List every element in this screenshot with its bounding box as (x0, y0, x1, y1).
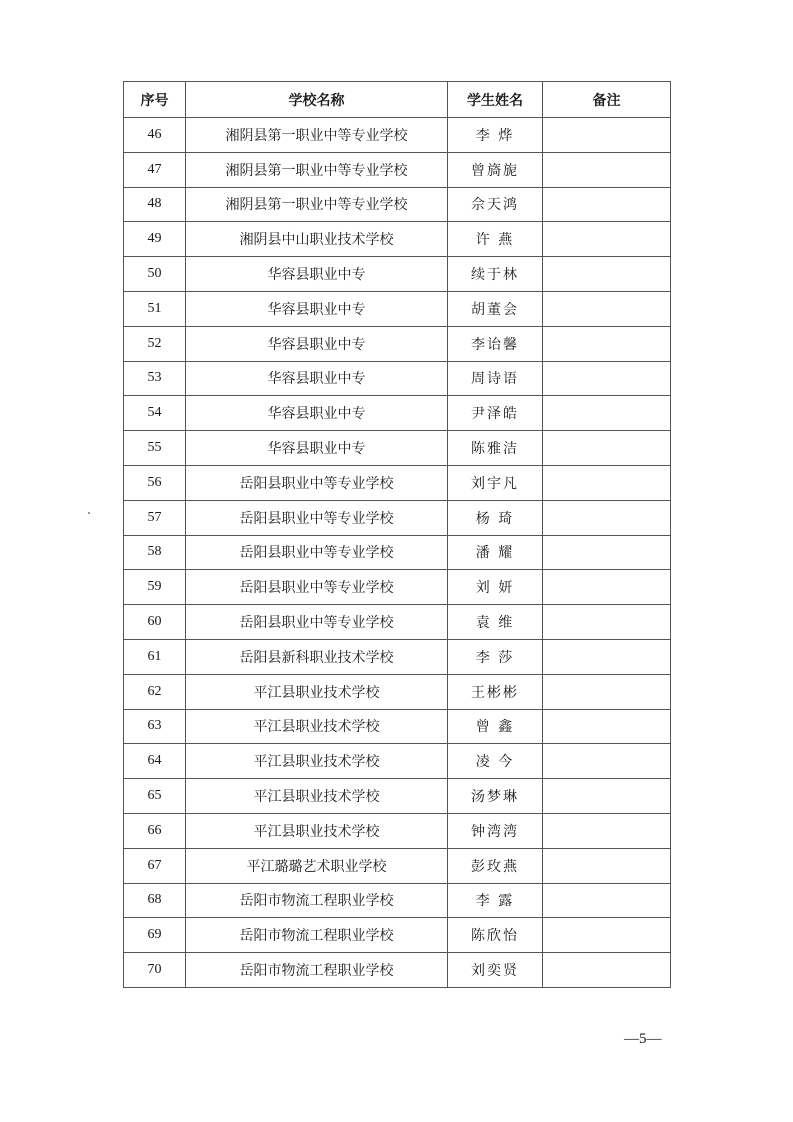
cell-remark (543, 848, 671, 883)
cell-remark (543, 813, 671, 848)
cell-student-name: 陈欣怡 (448, 918, 543, 953)
table-row (124, 326, 671, 361)
cell-student-name: 曾 鑫 (448, 709, 543, 744)
cell-remark (543, 465, 671, 500)
header-index: 序号 (124, 82, 186, 118)
cell-student-name: 彭玫燕 (448, 848, 543, 883)
cell-index: 48 (124, 187, 186, 222)
cell-student-name: 杨 琦 (448, 500, 543, 535)
cell-student-name: 潘 耀 (448, 535, 543, 570)
cell-student-name: 袁 维 (448, 605, 543, 640)
cell-remark (543, 326, 671, 361)
table-row (124, 639, 671, 674)
cell-remark (543, 918, 671, 953)
cell-school-name: 岳阳县职业中等专业学校 (186, 500, 448, 535)
cell-school-name: 华容县职业中专 (186, 431, 448, 466)
cell-student-name: 胡董会 (448, 291, 543, 326)
table-row (124, 883, 671, 918)
cell-school-name: 岳阳县职业中等专业学校 (186, 535, 448, 570)
table-row (124, 152, 671, 187)
table-row (124, 605, 671, 640)
cell-remark (543, 361, 671, 396)
table-row (124, 744, 671, 779)
cell-index: 67 (124, 848, 186, 883)
cell-student-name: 陈雅洁 (448, 431, 543, 466)
cell-remark (543, 535, 671, 570)
table-row (124, 222, 671, 257)
table-row (124, 779, 671, 814)
cell-index: 50 (124, 257, 186, 292)
cell-index: 69 (124, 918, 186, 953)
cell-school-name: 岳阳县职业中等专业学校 (186, 605, 448, 640)
cell-school-name: 岳阳县新科职业技术学校 (186, 639, 448, 674)
cell-remark (543, 779, 671, 814)
table-row (124, 465, 671, 500)
cell-remark (543, 883, 671, 918)
cell-remark (543, 500, 671, 535)
cell-index: 64 (124, 744, 186, 779)
student-list-table (123, 81, 671, 988)
table-row (124, 396, 671, 431)
cell-school-name: 平江县职业技术学校 (186, 709, 448, 744)
cell-student-name: 刘奕贤 (448, 953, 543, 988)
cell-index: 52 (124, 326, 186, 361)
page-number: —5— (624, 1031, 662, 1047)
cell-school-name: 岳阳县职业中等专业学校 (186, 570, 448, 605)
cell-student-name: 李 露 (448, 883, 543, 918)
table-row (124, 257, 671, 292)
cell-student-name: 刘宇凡 (448, 465, 543, 500)
cell-remark (543, 570, 671, 605)
cell-student-name: 周诗语 (448, 361, 543, 396)
cell-school-name: 华容县职业中专 (186, 361, 448, 396)
header-school-name: 学校名称 (186, 82, 448, 118)
cell-index: 55 (124, 431, 186, 466)
cell-school-name: 平江县职业技术学校 (186, 674, 448, 709)
cell-index: 58 (124, 535, 186, 570)
cell-school-name: 湘阴县第一职业中等专业学校 (186, 187, 448, 222)
cell-index: 66 (124, 813, 186, 848)
cell-school-name: 湘阴县第一职业中等专业学校 (186, 118, 448, 153)
cell-school-name: 岳阳市物流工程职业学校 (186, 918, 448, 953)
cell-index: 65 (124, 779, 186, 814)
cell-student-name: 李诒馨 (448, 326, 543, 361)
cell-remark (543, 291, 671, 326)
cell-index: 51 (124, 291, 186, 326)
cell-school-name: 华容县职业中专 (186, 257, 448, 292)
scan-speck (88, 512, 90, 514)
cell-student-name: 刘 妍 (448, 570, 543, 605)
table-header (124, 82, 671, 118)
cell-school-name: 湘阴县第一职业中等专业学校 (186, 152, 448, 187)
cell-index: 57 (124, 500, 186, 535)
cell-remark (543, 744, 671, 779)
table-row (124, 291, 671, 326)
table-row (124, 187, 671, 222)
header-student-name: 学生姓名 (448, 82, 543, 118)
header-row (124, 82, 671, 118)
cell-remark (543, 639, 671, 674)
cell-index: 59 (124, 570, 186, 605)
cell-student-name: 续于林 (448, 257, 543, 292)
cell-index: 53 (124, 361, 186, 396)
table-row (124, 918, 671, 953)
cell-remark (543, 222, 671, 257)
cell-remark (543, 152, 671, 187)
cell-index: 68 (124, 883, 186, 918)
cell-remark (543, 709, 671, 744)
cell-index: 49 (124, 222, 186, 257)
cell-index: 62 (124, 674, 186, 709)
cell-student-name: 佘天鸿 (448, 187, 543, 222)
cell-index: 63 (124, 709, 186, 744)
cell-school-name: 平江璐璐艺术职业学校 (186, 848, 448, 883)
table-row (124, 361, 671, 396)
table-row (124, 570, 671, 605)
cell-school-name: 华容县职业中专 (186, 291, 448, 326)
table-row (124, 848, 671, 883)
table-row (124, 674, 671, 709)
cell-school-name: 平江县职业技术学校 (186, 744, 448, 779)
cell-school-name: 华容县职业中专 (186, 326, 448, 361)
cell-student-name: 王彬彬 (448, 674, 543, 709)
cell-index: 70 (124, 953, 186, 988)
cell-school-name: 平江县职业技术学校 (186, 779, 448, 814)
cell-remark (543, 953, 671, 988)
cell-student-name: 曾旖旎 (448, 152, 543, 187)
cell-remark (543, 431, 671, 466)
cell-student-name: 李 莎 (448, 639, 543, 674)
table-row (124, 953, 671, 988)
cell-school-name: 岳阳市物流工程职业学校 (186, 883, 448, 918)
cell-student-name: 汤梦琳 (448, 779, 543, 814)
cell-index: 61 (124, 639, 186, 674)
cell-remark (543, 674, 671, 709)
header-remark: 备注 (543, 82, 671, 118)
cell-remark (543, 118, 671, 153)
cell-index: 47 (124, 152, 186, 187)
table-row (124, 431, 671, 466)
table-row (124, 813, 671, 848)
cell-student-name: 钟湾湾 (448, 813, 543, 848)
cell-school-name: 岳阳市物流工程职业学校 (186, 953, 448, 988)
table-row (124, 500, 671, 535)
table-body (124, 118, 671, 988)
cell-index: 60 (124, 605, 186, 640)
cell-remark (543, 187, 671, 222)
student-list-sheet (123, 81, 671, 988)
cell-student-name: 许 燕 (448, 222, 543, 257)
cell-index: 54 (124, 396, 186, 431)
table-row (124, 535, 671, 570)
table-row (124, 709, 671, 744)
cell-student-name: 凌 今 (448, 744, 543, 779)
table-row (124, 118, 671, 153)
cell-school-name: 平江县职业技术学校 (186, 813, 448, 848)
cell-student-name: 尹泽皓 (448, 396, 543, 431)
cell-school-name: 湘阴县中山职业技术学校 (186, 222, 448, 257)
cell-index: 46 (124, 118, 186, 153)
cell-remark (543, 605, 671, 640)
cell-remark (543, 396, 671, 431)
cell-school-name: 华容县职业中专 (186, 396, 448, 431)
cell-school-name: 岳阳县职业中等专业学校 (186, 465, 448, 500)
cell-index: 56 (124, 465, 186, 500)
cell-student-name: 李 烨 (448, 118, 543, 153)
cell-remark (543, 257, 671, 292)
